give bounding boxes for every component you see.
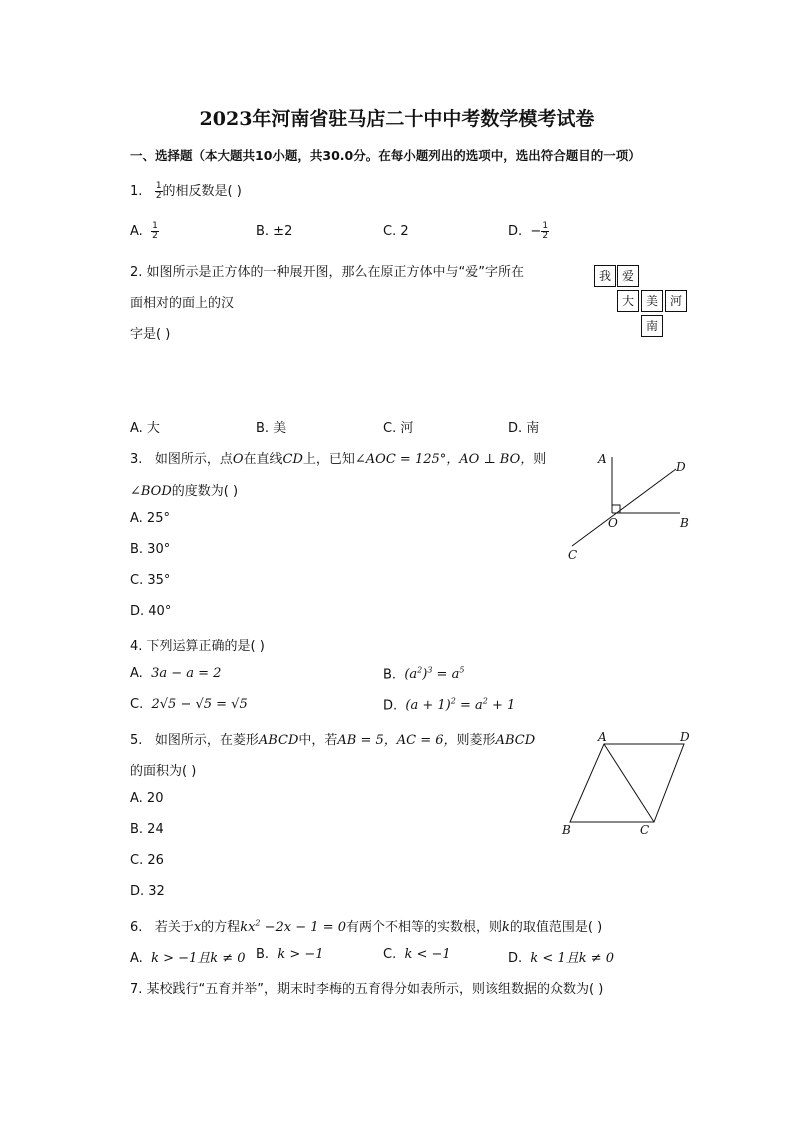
option-a[interactable]: A. 25° xyxy=(130,511,170,526)
label-b: B xyxy=(562,823,571,837)
question-1 xyxy=(130,180,242,201)
label-a: A xyxy=(598,730,607,744)
option-c[interactable]: C. k < −1 xyxy=(383,947,451,962)
option-d[interactable]: D. 南 xyxy=(508,421,540,436)
question-7: 7. 某校践行“五育并举”，期末时李梅的五育得分如表所示，则该组数据的众数为( ) xyxy=(130,982,604,997)
net-cell: 大 xyxy=(617,290,639,312)
question-4: 4. 下列运算正确的是( ) xyxy=(130,639,265,654)
question-6: 6. 若关于x的方程$kx^2 -2x - 1 = 0$有两个不相等的实数根，则k的取值范围是( ) xyxy=(130,918,603,935)
question-2-line3: 字是( ) xyxy=(130,327,171,342)
option-b[interactable]: B. $(a^2)^3 = a^5$ xyxy=(383,666,465,683)
label-a: A xyxy=(598,452,607,466)
option-c[interactable]: C. 河 xyxy=(383,421,414,436)
option-c[interactable]: C. 35° xyxy=(130,573,171,588)
question-number: 1. xyxy=(130,184,143,199)
option-b[interactable]: B. 24 xyxy=(130,822,164,837)
section-heading: 一、选择题（本大题共10小题，共30.0分。在每小题列出的选项中，选出符合题目的一项） xyxy=(130,148,641,163)
page-title: 2023年河南省驻马店二十中中考数学模考试卷 xyxy=(199,108,595,130)
question-5-line2: 的面积为( ) xyxy=(130,764,197,779)
net-cell: 美 xyxy=(641,290,663,312)
line-cd xyxy=(572,469,676,546)
question-5-line1: 5. 如图所示，在菱形ABCD中，若AB = 5，AC = 6，则菱形ABCD xyxy=(130,733,536,748)
label-c: C xyxy=(640,823,650,837)
rhombus-abcd xyxy=(570,744,684,822)
question-3-line2: ∠BOD的度数为( ) xyxy=(130,484,239,499)
option-b[interactable]: B. 30° xyxy=(130,542,171,557)
option-a[interactable]: A. 大 xyxy=(130,421,160,436)
option-b[interactable]: B. ±2 xyxy=(256,224,293,239)
option-d[interactable]: D. 32 xyxy=(130,884,165,899)
label-b: B xyxy=(680,516,689,530)
option-b[interactable]: B. 美 xyxy=(256,421,287,436)
option-a[interactable]: A. $\frac{1}{2}$ xyxy=(130,221,158,241)
question-2-line2: 面相对的面上的汉 xyxy=(130,296,235,311)
option-c[interactable]: C. 2 xyxy=(383,224,409,239)
label-c: C xyxy=(568,548,578,562)
question-3-line1: 3. 如图所示，点O在直线CD上，已知∠AOC = 125°，AO ⊥ BO，则 xyxy=(130,452,547,467)
fraction: $\frac{1}{2}$ xyxy=(155,181,162,201)
label-o: O xyxy=(608,516,618,530)
option-d[interactable]: D. k < 1且k ≠ 0 xyxy=(508,951,615,966)
option-d[interactable]: D. 40° xyxy=(130,604,172,619)
net-cell: 我 xyxy=(594,265,616,287)
question-text: 的相反数是( ) xyxy=(162,184,242,199)
option-d[interactable]: D. − $\frac{1}{2}$ xyxy=(508,221,549,241)
option-c[interactable]: C. 2√5 − √5 = √5 xyxy=(130,697,248,712)
option-d[interactable]: D. $(a + 1)^2 = a^2 + 1$ xyxy=(383,697,516,714)
option-a[interactable]: A. 3a − a = 2 xyxy=(130,666,222,681)
rhombus-figure xyxy=(558,728,698,840)
net-cell: 河 xyxy=(665,290,687,312)
option-c[interactable]: C. 26 xyxy=(130,853,164,868)
question-2-line1: 2. 如图所示是正方体的一种展开图，那么在原正方体中与“爱”字所在 xyxy=(130,265,525,280)
angle-figure xyxy=(560,445,700,565)
label-d: D xyxy=(680,730,690,744)
diagonal-ac xyxy=(604,744,654,822)
option-a[interactable]: A. k > −1且k ≠ 0 xyxy=(130,951,246,966)
option-b[interactable]: B. k > −1 xyxy=(256,947,324,962)
net-cell: 爱 xyxy=(617,265,639,287)
option-a[interactable]: A. 20 xyxy=(130,791,164,806)
label-d: D xyxy=(676,460,686,474)
net-cell: 南 xyxy=(641,315,663,337)
